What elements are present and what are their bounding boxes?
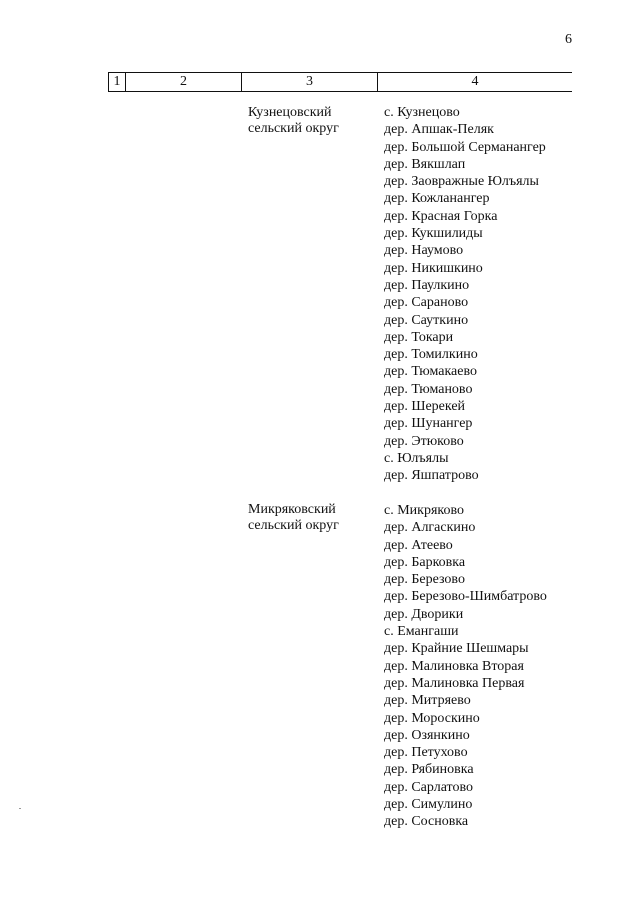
settlement-item: дер. Шунангер bbox=[384, 416, 473, 432]
settlement-item: дер. Большой Серманангер bbox=[384, 139, 546, 155]
page-number: 6 bbox=[565, 32, 572, 47]
settlement-item: дер. Томилкино bbox=[384, 347, 478, 363]
column-header-table bbox=[108, 72, 572, 92]
settlement-item: дер. Заовражные Юлъялы bbox=[384, 174, 539, 190]
settlement-item: дер. Алгаскино bbox=[384, 520, 476, 536]
settlement-item: дер. Сарлатово bbox=[384, 779, 473, 795]
column-header-4: 4 bbox=[378, 73, 573, 92]
settlement-item: дер. Тюманово bbox=[384, 381, 473, 397]
settlement-item: дер. Красная Горка bbox=[384, 208, 498, 224]
column-header-row bbox=[109, 73, 573, 92]
settlement-item: дер. Озянкино bbox=[384, 727, 470, 743]
settlement-item: дер. Вякшлап bbox=[384, 156, 466, 172]
settlement-item: дер. Токари bbox=[384, 329, 454, 345]
settlement-item: дер. Шерекей bbox=[384, 399, 466, 415]
district-name: Микряковский сельский округ bbox=[248, 502, 339, 533]
column-header-2: 2 bbox=[126, 73, 242, 92]
settlement-item: дер. Березово bbox=[384, 572, 465, 588]
settlement-item: дер. Наумово bbox=[384, 243, 464, 259]
settlement-item: дер. Малиновка Первая bbox=[384, 675, 525, 691]
settlement-item: дер. Малиновка Вторая bbox=[384, 658, 524, 674]
settlement-item: дер. Тюмакаево bbox=[384, 364, 477, 380]
settlement-item: дер. Кожланангер bbox=[384, 191, 490, 207]
settlement-item: дер. Дворики bbox=[384, 606, 464, 622]
settlement-item: с. Емангаши bbox=[384, 624, 459, 640]
settlement-item: дер. Этюково bbox=[384, 433, 464, 449]
settlement-list bbox=[384, 104, 546, 485]
settlement-item: дер. Сараново bbox=[384, 295, 469, 311]
settlement-item: дер. Симулино bbox=[384, 797, 473, 813]
settlement-item: дер. Паулкино bbox=[384, 277, 470, 293]
settlement-item: дер. Березово-Шимбатрово bbox=[384, 589, 547, 605]
column-header-3: 3 bbox=[242, 73, 378, 92]
settlement-item: с. Микряково bbox=[384, 503, 465, 518]
settlement-item: дер. Атеево bbox=[384, 537, 453, 553]
settlement-item: дер. Барковка bbox=[384, 554, 466, 570]
settlement-item: дер. Петухово bbox=[384, 745, 468, 761]
settlement-item: дер. Сосновка bbox=[384, 814, 469, 830]
settlement-item: дер. Крайние Шешмары bbox=[384, 641, 529, 657]
settlement-item: дер. Кукшилиды bbox=[384, 226, 483, 242]
settlement-item: с. Кузнецово bbox=[384, 105, 460, 120]
settlement-item: дер. Никишкино bbox=[384, 260, 483, 276]
settlement-item: дер. Митряево bbox=[384, 693, 471, 709]
settlement-item: дер. Мороскино bbox=[384, 710, 480, 726]
settlement-item: с. Юлъялы bbox=[384, 450, 449, 466]
column-header-1: 1 bbox=[109, 73, 126, 92]
settlement-item: дер. Яшпатрово bbox=[384, 468, 479, 484]
scan-speck bbox=[19, 808, 21, 809]
district-name: Кузнецовский сельский округ bbox=[248, 105, 339, 136]
settlement-item: дер. Сауткино bbox=[384, 312, 469, 328]
settlement-item: дер. Рябиновка bbox=[384, 762, 474, 778]
settlement-item: дер. Апшак-Пеляк bbox=[384, 122, 494, 138]
settlement-list bbox=[384, 502, 547, 831]
